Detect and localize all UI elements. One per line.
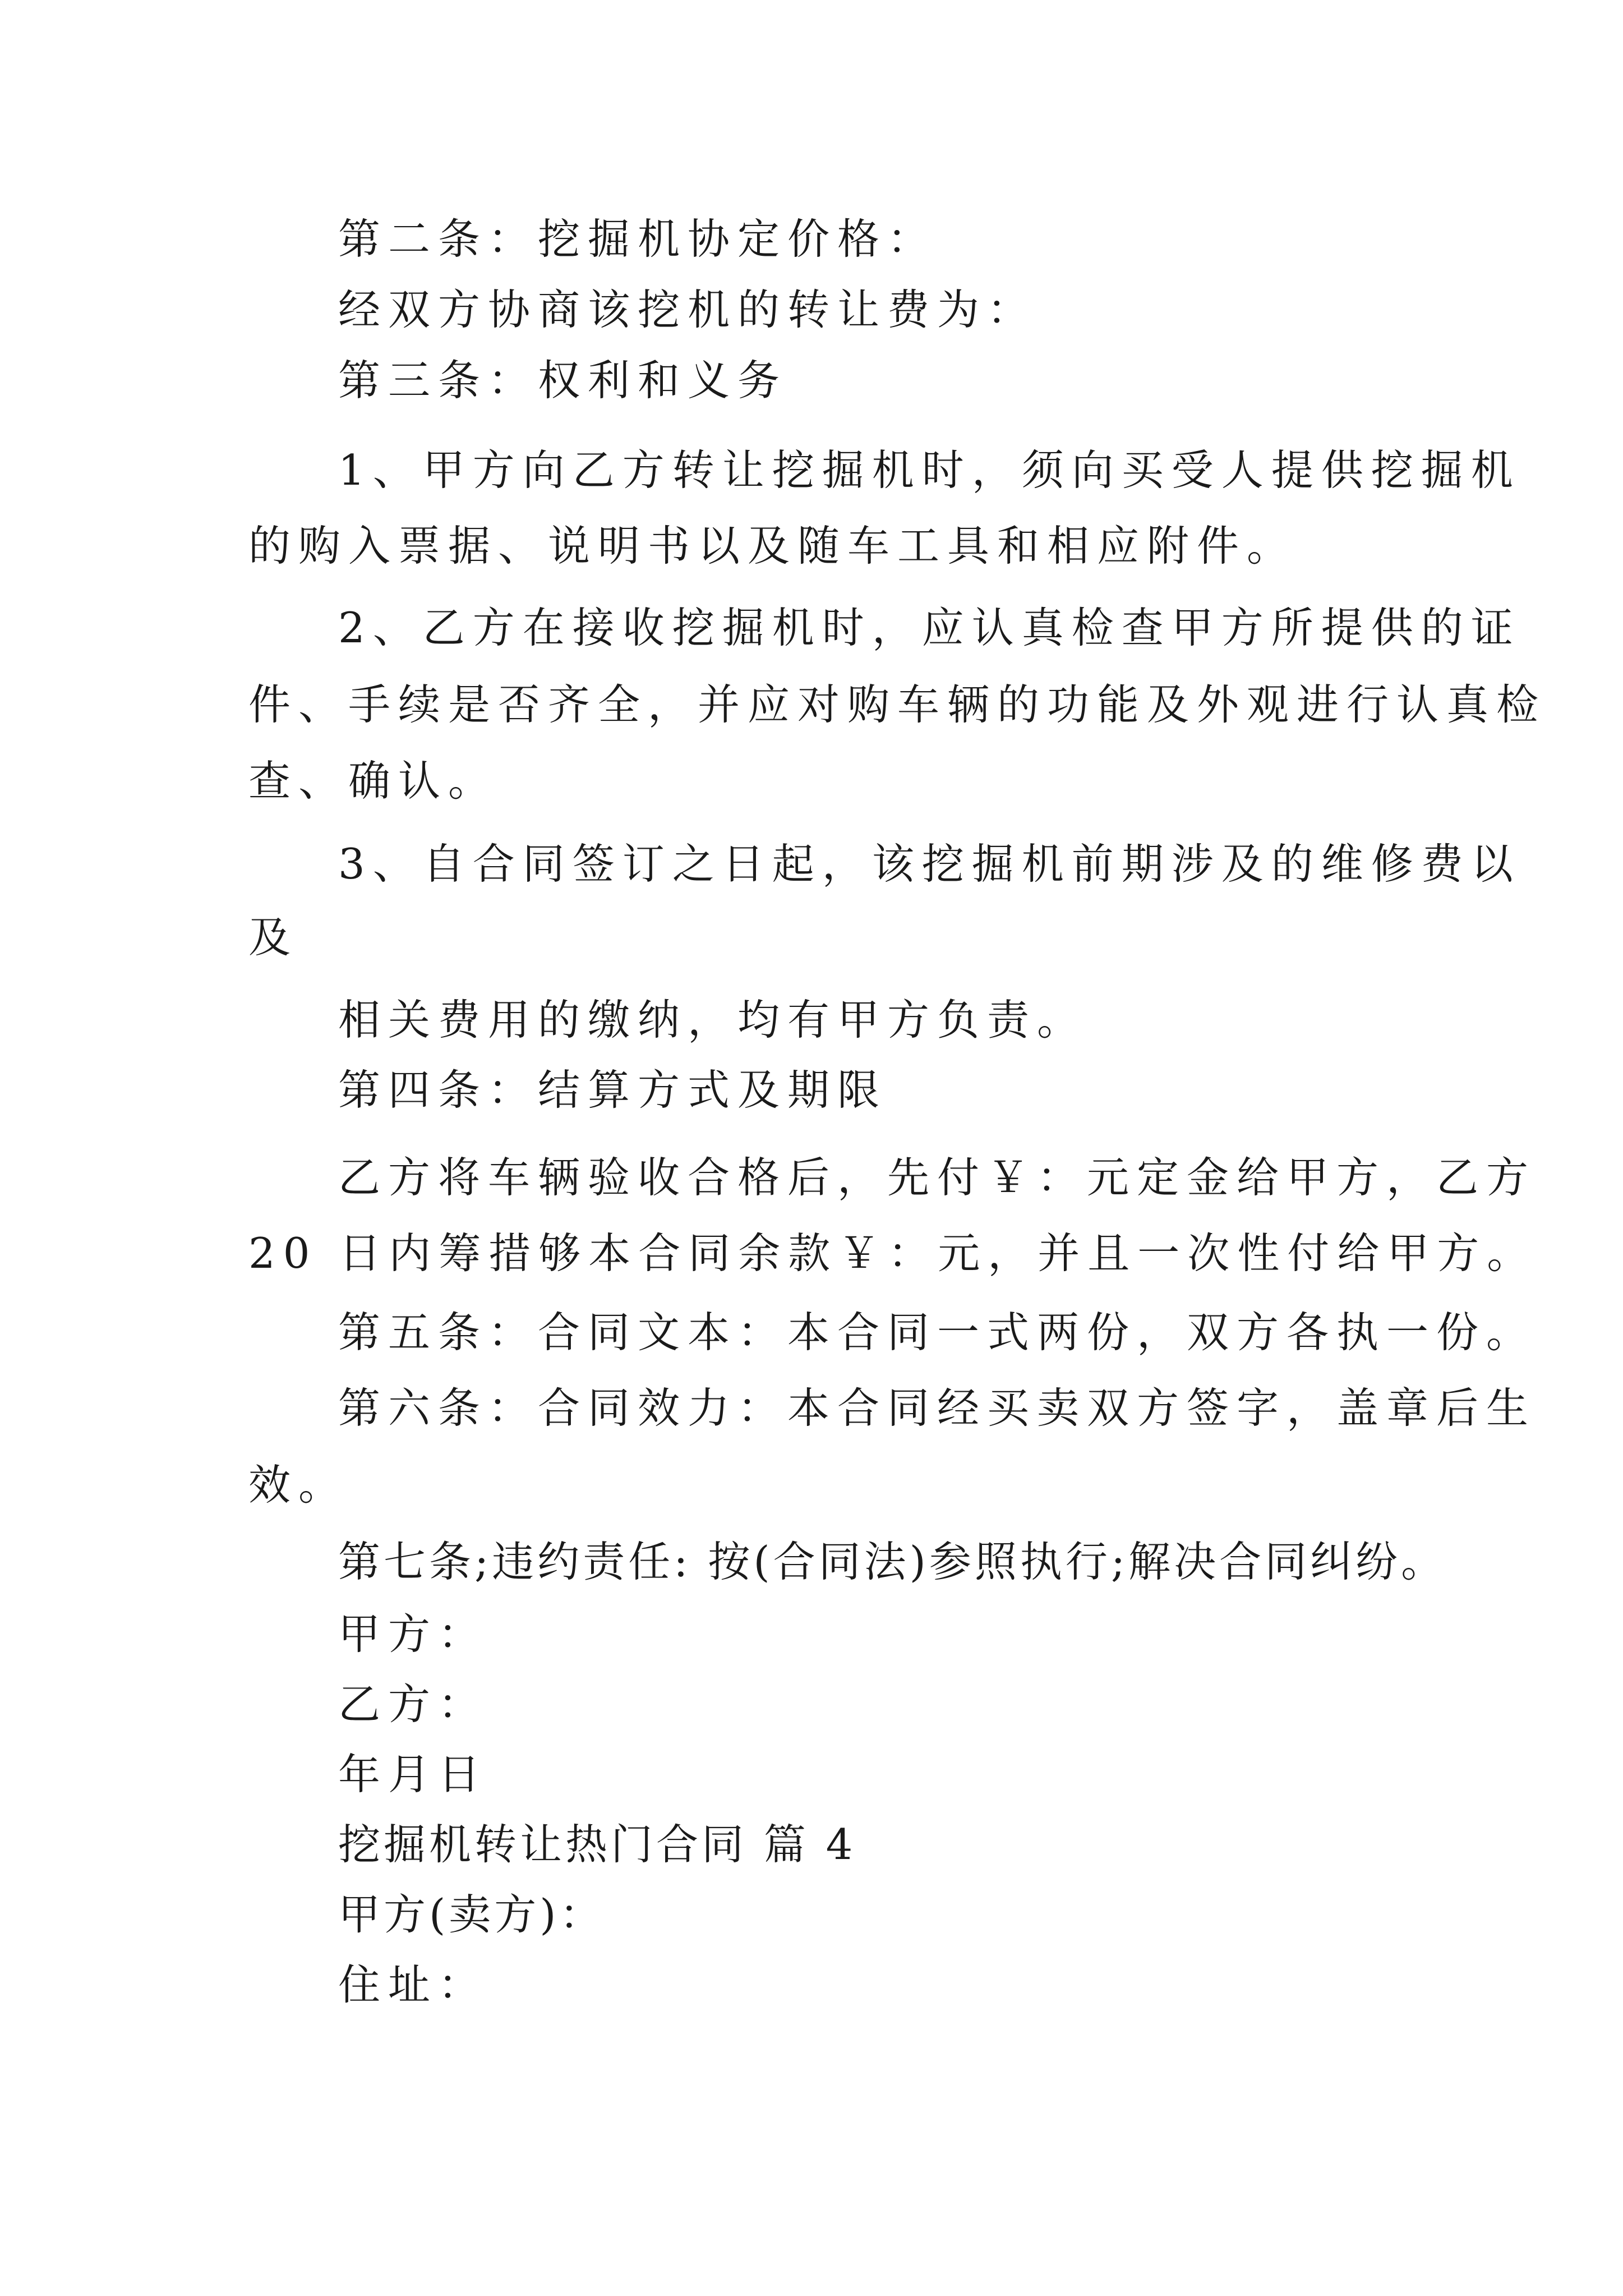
- article-6-line-1: 第六条：合同效力：本合同经买卖双方签字，盖章后生: [338, 1383, 1537, 1433]
- clause-2-line-3: 查、确认。: [248, 756, 499, 806]
- contract-4-title: 挖掘机转让热门合同 篇 4: [338, 1820, 856, 1869]
- clause-1-line-2: 的购入票据、说明书以及随车工具和相应附件。: [248, 521, 1297, 570]
- clause-3-line-1: 3、自合同签订之日起，该挖掘机前期涉及的维修费以: [338, 839, 1521, 889]
- article-3-heading: 第三条：权利和义务: [338, 356, 788, 405]
- article-5: 第五条：合同文本：本合同一式两份，双方各执一份。: [338, 1308, 1537, 1357]
- article-4-heading: 第四条：结算方式及期限: [338, 1065, 888, 1115]
- article-2-heading: 第二条：挖掘机协定价格：: [338, 214, 938, 264]
- party-a-seller: 甲方(卖方)：: [338, 1890, 605, 1939]
- clause-2-line-2: 件、手续是否齐全，并应对购车辆的功能及外观进行认真检: [248, 680, 1547, 729]
- clause-1-line-1: 1、甲方向乙方转让挖掘机时，须向买受人提供挖掘机: [338, 445, 1521, 495]
- clause-2-line-1: 2、乙方在接收挖掘机时，应认真检查甲方所提供的证: [338, 603, 1521, 652]
- date-line: 年月日: [338, 1750, 488, 1799]
- clause-3-line-3: 相关费用的缴纳，均有甲方负责。: [338, 995, 1087, 1045]
- transfer-fee-line: 经双方协商该挖机的转让费为：: [338, 285, 1038, 334]
- party-a-signature: 甲方：: [338, 1609, 488, 1659]
- article-6-line-2: 效。: [248, 1460, 349, 1510]
- settlement-line-1: 乙方将车辆验收合格后，先付￥：元定金给甲方，乙方: [338, 1153, 1537, 1202]
- clause-3-line-2: 及: [248, 913, 299, 962]
- address-line: 住址：: [338, 1960, 488, 2009]
- settlement-line-2: 20 日内筹措够本合同余款￥：元，并且一次性付给甲方。: [248, 1228, 1537, 1278]
- article-7: 第七条;违约责任: 按(合同法)参照执行;解决合同纠纷。: [338, 1537, 1447, 1586]
- party-b-signature: 乙方：: [338, 1680, 488, 1729]
